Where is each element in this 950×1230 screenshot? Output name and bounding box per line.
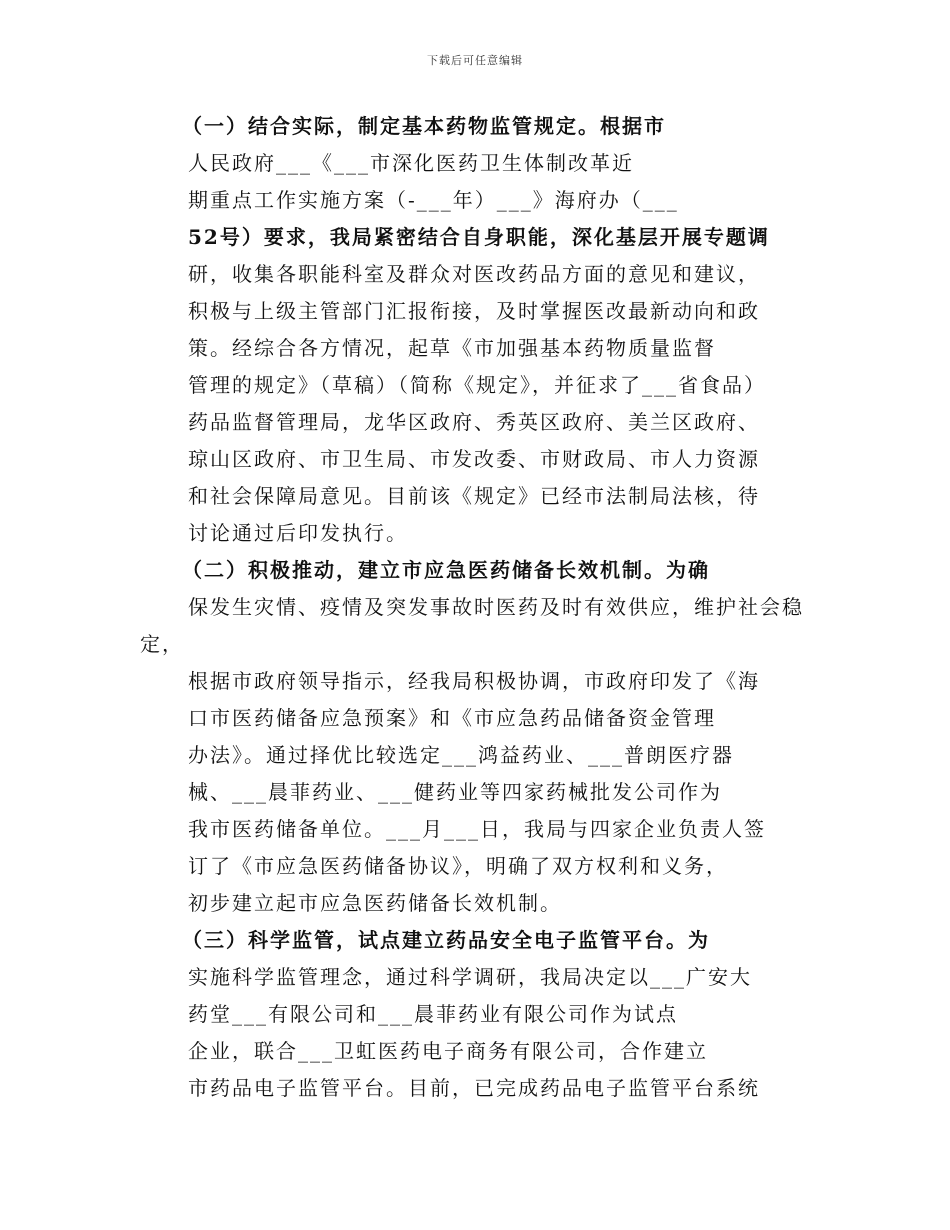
- body-line: 讨论通过后印发执行。: [188, 521, 408, 545]
- body-line: 口市医药储备应急预案》和《市应急药品储备资金管理: [188, 706, 716, 730]
- section-heading-3: （三）科学监管，试点建立药品安全电子监管平台。为: [182, 928, 710, 952]
- body-line: 保发生灾情、疫情及突发事故时医药及时有效供应，维护社会稳: [188, 595, 804, 619]
- page-header: 下载后可任意编辑: [427, 54, 523, 67]
- body-line: 药堂___有限公司和___晨菲药业有限公司作为试点: [188, 1002, 678, 1026]
- body-line: 办法》。通过择优比较选定___鸿益药业、___普朗医疗器: [188, 743, 734, 767]
- body-line: 械、___晨菲药业、___健药业等四家药械批发公司作为: [188, 780, 722, 804]
- body-line: 根据市政府领导指示，经我局积极协调，市政府印发了《海: [188, 669, 760, 693]
- body-line: 定，: [140, 632, 184, 656]
- document-body: [0, 108, 950, 1107]
- body-line: 期重点工作实施方案（-___年）___》海府办（___: [188, 188, 679, 212]
- body-line: 策。经综合各方情况，起草《市加强基本药物质量监督: [188, 336, 716, 360]
- body-line: 管理的规定》（草稿）（简称《规定》，并征求了___省食品）: [188, 373, 766, 397]
- section-heading-1: （一）结合实际，制定基本药物监管规定。根据市: [182, 114, 666, 138]
- body-line: 我市医药储备单位。___月___日，我局与四家企业负责人签: [188, 817, 766, 841]
- body-line: 积极与上级主管部门汇报衔接，及时掌握医改最新动向和政: [188, 299, 760, 323]
- body-line: 实施科学监管理念，通过科学调研，我局决定以___广安大: [188, 965, 752, 989]
- section-heading-2: （二）积极推动，建立市应急医药储备长效机制。为确: [182, 558, 710, 582]
- body-line: 初步建立起市应急医药储备长效机制。: [188, 891, 562, 915]
- body-line: 研，收集各职能科室及群众对医改药品方面的意见和建议，: [188, 262, 760, 286]
- body-line: 和社会保障局意见。目前该《规定》已经市法制局法核，待: [188, 484, 760, 508]
- body-line: 订了《市应急医药储备协议》，明确了双方权利和义务，: [188, 854, 728, 878]
- body-line-bold: 52号）要求，我局紧密结合自身职能，深化基层开展专题调: [188, 225, 770, 249]
- body-line: 人民政府___《___市深化医药卫生体制改革近: [188, 151, 634, 175]
- body-line: 市药品电子监管平台。目前，已完成药品电子监管平台系统: [188, 1076, 760, 1100]
- body-line: 琼山区政府、市卫生局、市发改委、市财政局、市人力资源: [188, 447, 760, 471]
- body-line: 药品监督管理局，龙华区政府、秀英区政府、美兰区政府、: [188, 410, 760, 434]
- body-line: 企业，联合___卫虹医药电子商务有限公司，合作建立: [188, 1039, 708, 1063]
